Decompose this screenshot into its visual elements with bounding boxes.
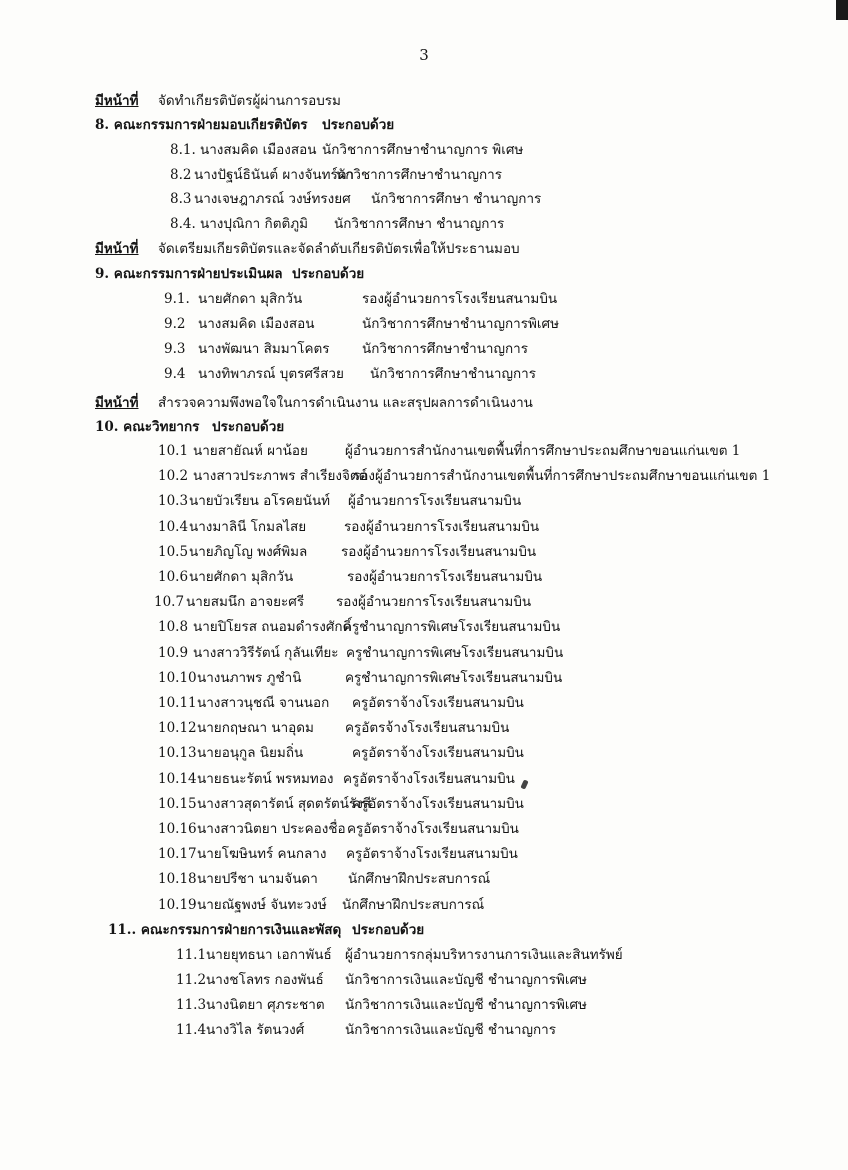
member-name: นางสาวนิตยา ประคองชื่อ (197, 821, 346, 837)
member-position: นักวิชาการเงินและบัญชี ชำนาญการพิเศษ (345, 972, 587, 988)
member-name: นายภิญโญ พงศ์พิมล (189, 543, 308, 560)
member-number: 10.11 (158, 695, 197, 711)
member-number: 9.3 (164, 341, 186, 357)
section-title: 10. คณะวิทยากร (95, 419, 200, 435)
member-number: 11.2 (176, 972, 207, 988)
member-position: ครูอัตราจ้างโรงเรียนสนามบิน (346, 846, 518, 863)
section-suffix: ประกอบด้วย (212, 419, 285, 435)
member-name: นางสมคิด เมืองสอน (200, 142, 317, 158)
member-position: ครูชำนาญการพิเศษโรงเรียนสนามบิน (346, 644, 564, 661)
member-number: 10.10 (158, 669, 197, 686)
member-number: 10.16 (158, 821, 197, 837)
member-number: 10.18 (158, 871, 197, 888)
member-name: นางสาววิรีรัตน์ กุลันเทียะ (193, 644, 339, 661)
member-position: นักวิชาการศึกษาชำนาญการ (370, 366, 537, 382)
section-title: 8. คณะกรรมการฝ่ายมอบเกียรติบัตร (95, 117, 308, 133)
member-number: 11.3 (176, 997, 207, 1013)
member-number: 10.6 (158, 569, 189, 585)
section-suffix: ประกอบด้วย (352, 922, 425, 938)
member-position: รองผู้อำนวยการสำนักงานเขตพื้นที่การศึกษาประถมศึกษาขอนแก่นเขต 1 (353, 468, 771, 485)
member-name: นางสาวสุดารัตน์ สุดตรัตน์รังสี (197, 795, 372, 812)
member-name: นางสาวประภาพร สำเรียงจิตต์ (193, 468, 368, 485)
member-position: นักศึกษาฝึกประสบการณ์ (348, 871, 491, 888)
member-number: 8.4. (170, 216, 196, 232)
member-name: นายณัฐพงษ์ จันทะวงษ์ (197, 896, 327, 913)
duty-label: มีหน้าที่ (95, 395, 139, 411)
member-name: นายสายัณห์ ผาน้อย (193, 443, 308, 459)
member-number: 10.12 (158, 720, 197, 737)
member-number: 10.5 (158, 543, 189, 560)
member-number: 10.8 (158, 619, 189, 636)
member-position: ครูอัตราจ้างโรงเรียนสนามบิน (347, 821, 519, 837)
scan-speck (520, 779, 528, 789)
member-name: นางมาลินี โกมลไสย (189, 518, 307, 535)
member-name: นายธนะรัตน์ พรหมทอง (197, 770, 334, 787)
member-name: นายโฆษินทร์ คนกลาง (197, 846, 327, 863)
member-name: นางพัฒนา สิมมาโคตร (198, 341, 330, 357)
section-suffix: ประกอบด้วย (322, 117, 395, 133)
member-position: ครูอัตราจ้างโรงเรียนสนามบิน (343, 770, 515, 787)
member-name: นายปิโยรส ถนอมดำรงศักดิ์ (193, 619, 352, 636)
member-name: นางชโลทร กองพันธ์ (206, 972, 324, 988)
member-name: นางเจษฎาภรณ์ วงษ์ทรงยศ (194, 191, 351, 207)
member-name: นายอนุกูล นิยมถิ่น (197, 745, 304, 762)
member-number: 9.2 (164, 316, 186, 332)
member-position: รองผู้อำนวยการโรงเรียนสนามบิน (362, 291, 558, 307)
scan-corner-mark (836, 0, 848, 20)
section-title: 11.. คณะกรรมการฝ่ายการเงินและพัสดุ (108, 922, 342, 938)
member-name: นายปรีชา นามจันดา (197, 871, 318, 888)
member-number: 10.7 (154, 594, 185, 611)
member-position: รองผู้อำนวยการโรงเรียนสนามบิน (344, 518, 540, 535)
member-name: นายยุทธนา เอกาพันธ์ (206, 947, 332, 963)
member-position: นักวิชาการศึกษา ชำนาญการ (371, 191, 542, 207)
member-name: นายกฤษณา นาอุดม (197, 720, 314, 737)
member-name: นายศักดา มุสิกวัน (189, 569, 294, 585)
member-number: 10.15 (158, 795, 197, 812)
member-position: ครูอัตราจ้างโรงเรียนสนามบิน (352, 795, 524, 812)
member-position: รองผู้อำนวยการโรงเรียนสนามบิน (336, 594, 532, 611)
member-name: นางนิตยา ศุภระชาต (206, 997, 325, 1013)
member-name: นางปัฐน์ธินันต์ ผางจันทร์ดา (194, 167, 355, 183)
duty-label: มีหน้าที่ (95, 241, 139, 257)
page-number: 3 (419, 46, 429, 64)
member-number: 10.13 (158, 745, 197, 762)
duty-text: จัดเตรียมเกียรติบัตรและจัดลำดับเกียรติบัตรเพื่อให้ประธานมอบ (158, 241, 520, 257)
duty-text: สำรวจความพึงพอใจในการดำเนินงาน และสรุปผลการดำเนินงาน (158, 395, 533, 411)
member-number: 10.9 (158, 644, 189, 661)
member-number: 8.2 (170, 167, 192, 183)
member-name: นายสมนึก อาจยะศรี (186, 594, 305, 611)
member-position: ผู้อำนวยการกลุ่มบริหารงานการเงินและสินทรัพย์ (345, 947, 623, 963)
member-name: นางสมคิด เมืองสอน (198, 316, 315, 332)
member-name: นางปุณิกา กิตติภูมิ (200, 216, 309, 232)
member-position: นักวิชาการศึกษาชำนาญการ พิเศษ (322, 142, 524, 158)
member-name: นายศักดา มุสิกวัน (198, 291, 303, 307)
member-number: 10.3 (158, 493, 189, 510)
member-number: 10.17 (158, 846, 197, 863)
member-position: ครูอัตราจ้างโรงเรียนสนามบิน (352, 695, 524, 711)
member-number: 10.4 (158, 518, 189, 535)
member-position: นักศึกษาฝึกประสบการณ์ (342, 896, 485, 913)
member-position: รองผู้อำนวยการโรงเรียนสนามบิน (347, 569, 543, 585)
section-title: 9. คณะกรรมการฝ่ายประเมินผล (95, 266, 283, 282)
member-position: ครูชำนาญการพิเศษโรงเรียนสนามบิน (345, 669, 563, 686)
duty-label: มีหน้าที่ (95, 93, 139, 109)
member-number: 8.3 (170, 191, 192, 207)
member-position: นักวิชาการเงินและบัญชี ชำนาญการ (345, 1022, 556, 1038)
member-name: นางสาวนุชณี จานนอก (197, 695, 330, 711)
member-position: นักวิชาการศึกษาชำนาญการ (362, 341, 529, 357)
member-name: นางวิไล รัตนวงศ์ (206, 1022, 305, 1038)
member-position: ครูชำนาญการพิเศษโรงเรียนสนามบิน (343, 619, 561, 636)
member-position: นักวิชาการศึกษา ชำนาญการ (334, 216, 505, 232)
member-position: รองผู้อำนวยการโรงเรียนสนามบิน (341, 543, 537, 560)
member-name: นายบัวเรียน อโรคยนันท์ (189, 493, 331, 510)
member-position: ผู้อำนวยการสำนักงานเขตพื้นที่การศึกษาประถมศึกษาขอนแก่นเขต 1 (345, 443, 741, 459)
member-number: 10.1 (158, 443, 189, 459)
duty-text: จัดทำเกียรติบัตรผู้ผ่านการอบรม (158, 93, 341, 109)
member-position: นักวิชาการเงินและบัญชี ชำนาญการพิเศษ (345, 997, 587, 1013)
member-number: 10.2 (158, 468, 189, 485)
member-name: นางทิพาภรณ์ บุตรศรีสวย (198, 366, 344, 382)
member-number: 11.1 (176, 947, 207, 963)
member-number: 10.19 (158, 896, 197, 913)
member-number: 11.4 (176, 1022, 207, 1038)
member-position: นักวิชาการศึกษาชำนาญการพิเศษ (362, 316, 559, 332)
member-position: ครูอัตรจ้างโรงเรียนสนามบิน (345, 720, 510, 737)
member-number: 8.1. (170, 142, 196, 158)
member-position: ผู้อำนวยการโรงเรียนสนามบิน (348, 493, 522, 510)
section-suffix: ประกอบด้วย (292, 266, 365, 282)
member-position: นักวิชาการศึกษาชำนาญการ (336, 167, 503, 183)
member-position: ครูอัตราจ้างโรงเรียนสนามบิน (352, 745, 524, 762)
member-number: 9.1. (164, 291, 190, 307)
member-name: นางนภาพร ภูชำนิ (197, 669, 302, 686)
member-number: 10.14 (158, 770, 197, 787)
member-number: 9.4 (164, 366, 186, 382)
